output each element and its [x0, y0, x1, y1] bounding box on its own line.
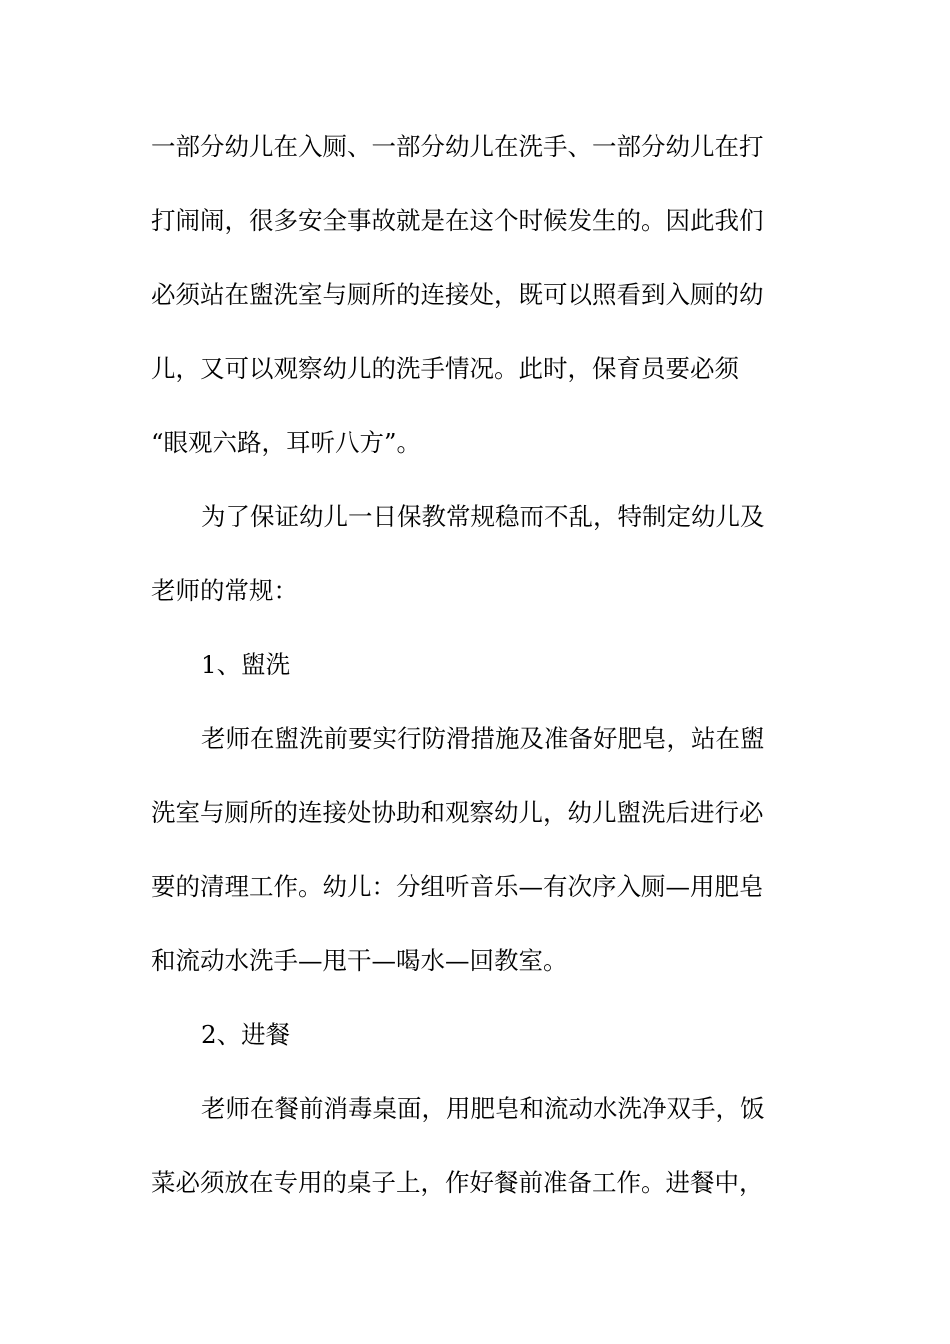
paragraph-start-line: 老师在餐前消毒桌面，用肥皂和流动水洗净双手，饭	[201, 1094, 765, 1123]
text-line: 菜必须放在专用的桌子上，作好餐前准备工作。进餐中，	[151, 1168, 764, 1197]
text-line: 洗室与厕所的连接处协助和观察幼儿，幼儿盥洗后进行必	[151, 798, 764, 827]
text-line: 和流动水洗手—甩干—喝水—回教室。	[151, 946, 568, 975]
section-heading-washing: 1、盥洗	[201, 650, 291, 679]
text-line: 老师的常规：	[151, 576, 298, 605]
text-line: “眼观六路，耳听八方”。	[151, 428, 422, 457]
paragraph-start-line: 老师在盥洗前要实行防滑措施及准备好肥皂，站在盥	[201, 724, 765, 753]
section-heading-meals: 2、进餐	[201, 1020, 291, 1049]
text-line: 儿，又可以观察幼儿的洗手情况。此时，保育员要必须	[151, 354, 739, 383]
text-line: 一部分幼儿在入厕、一部分幼儿在洗手、一部分幼儿在打	[151, 132, 764, 161]
text-line: 要的清理工作。幼儿：分组听音乐—有次序入厕—用肥皂	[151, 872, 764, 901]
text-line: 必须站在盥洗室与厕所的连接处，既可以照看到入厕的幼	[151, 280, 764, 309]
text-line: 打闹闹，很多安全事故就是在这个时候发生的。因此我们	[151, 206, 764, 235]
paragraph-start-line: 为了保证幼儿一日保教常规稳而不乱，特制定幼儿及	[201, 502, 765, 531]
document-body	[151, 128, 801, 1238]
